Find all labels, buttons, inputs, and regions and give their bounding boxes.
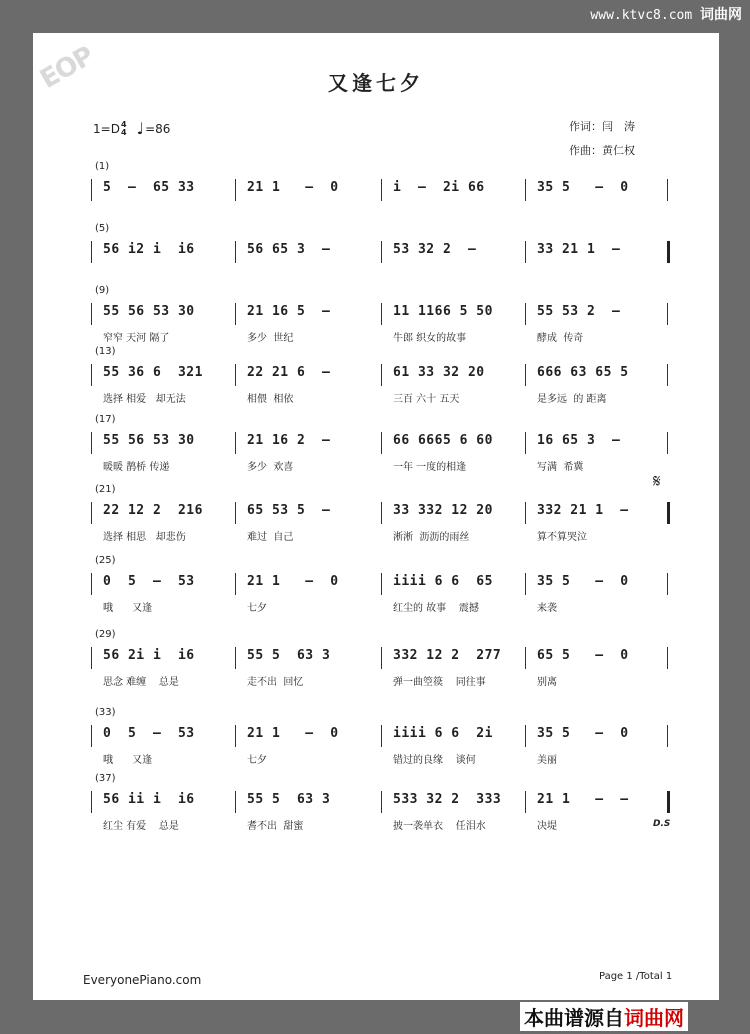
measure-notes: iiii 6 6 2i bbox=[393, 726, 493, 741]
measure-notes: 55 5 63 3 bbox=[247, 792, 331, 807]
lyric-line: 红尘的 故事 震撼 bbox=[393, 603, 479, 614]
measure-notes: 55 56 53 30 bbox=[103, 433, 195, 448]
bar-line bbox=[525, 647, 526, 669]
eop-watermark: EOP bbox=[35, 41, 99, 95]
lyric-line: 选择 相思 却悲伤 bbox=[103, 532, 186, 543]
bar-line bbox=[525, 725, 526, 747]
bar-line bbox=[381, 241, 382, 263]
lyric-line: 红尘 有爱 总是 bbox=[103, 821, 179, 832]
measure-notes: 66 6665 6 60 bbox=[393, 433, 493, 448]
measure-notes: 533 32 2 333 bbox=[393, 792, 502, 807]
measure-number: (29) bbox=[95, 629, 116, 640]
bar-line bbox=[381, 364, 382, 386]
lyric-line: 牛郎 织女的故事 bbox=[393, 333, 467, 344]
bar-line bbox=[525, 573, 526, 595]
page-indicator: Page 1 /Total 1 bbox=[599, 971, 673, 982]
score-page bbox=[33, 33, 719, 1000]
measure-notes: 53 32 2 – bbox=[393, 242, 477, 257]
measure-number: (33) bbox=[95, 707, 116, 718]
lyric-line: 披一袭单衣 任泪水 bbox=[393, 821, 486, 832]
measure-notes: 35 5 – 0 bbox=[537, 726, 629, 741]
measure-notes: 56 ii i i6 bbox=[103, 792, 195, 807]
bar-line bbox=[667, 432, 668, 454]
measure-notes: 332 12 2 277 bbox=[393, 648, 502, 663]
measure-notes: 22 21 6 – bbox=[247, 365, 331, 380]
lyric-line: 别离 bbox=[537, 677, 557, 688]
measure-notes: 21 16 2 – bbox=[247, 433, 331, 448]
bar-line bbox=[667, 725, 668, 747]
ds-mark: D.S bbox=[653, 819, 671, 829]
lyric-line: 相偎 相依 bbox=[247, 394, 294, 405]
measure-notes: 21 1 – 0 bbox=[247, 726, 339, 741]
bar-line bbox=[667, 179, 668, 201]
score-row bbox=[33, 484, 719, 554]
composer: 作曲：黄仁权 bbox=[569, 144, 635, 157]
measure-notes: 16 65 3 – bbox=[537, 433, 621, 448]
bar-line bbox=[235, 179, 236, 201]
lyric-line: 淅淅 沥沥的雨丝 bbox=[393, 532, 470, 543]
measure-number: (17) bbox=[95, 414, 116, 425]
bar-line bbox=[667, 573, 668, 595]
bar-line bbox=[91, 241, 92, 263]
score-row bbox=[33, 773, 719, 843]
measure-notes: 33 332 12 20 bbox=[393, 503, 493, 518]
lyric-line: 哦 又逢 bbox=[103, 603, 153, 614]
measure-notes: 21 16 5 – bbox=[247, 304, 331, 319]
measure-notes: 332 21 1 – bbox=[537, 503, 629, 518]
site-header bbox=[590, 4, 742, 24]
bar-line bbox=[235, 647, 236, 669]
lyric-line: 七夕 bbox=[247, 603, 267, 614]
measure-number: (37) bbox=[95, 773, 116, 784]
source-banner bbox=[520, 1002, 688, 1031]
bar-line bbox=[91, 725, 92, 747]
measure-notes: 55 36 6 321 bbox=[103, 365, 203, 380]
bar-line bbox=[667, 241, 670, 263]
measure-notes: 35 5 – 0 bbox=[537, 574, 629, 589]
lyric-line: 难过 自己 bbox=[247, 532, 294, 543]
score-row bbox=[33, 707, 719, 777]
measure-notes: 56 2i i i6 bbox=[103, 648, 195, 663]
bar-line bbox=[525, 502, 526, 524]
top-bar bbox=[0, 0, 750, 28]
key-signature bbox=[93, 119, 170, 138]
measure-notes: 33 21 1 – bbox=[537, 242, 621, 257]
bar-line bbox=[525, 303, 526, 325]
bar-line bbox=[667, 303, 668, 325]
measure-notes: i – 2i 66 bbox=[393, 180, 485, 195]
measure-notes: 65 53 5 – bbox=[247, 503, 331, 518]
bar-line bbox=[91, 791, 92, 813]
bar-line bbox=[91, 502, 92, 524]
bar-line bbox=[381, 791, 382, 813]
site-url[interactable]: www.ktvc8.com bbox=[590, 8, 693, 23]
score-row bbox=[33, 555, 719, 625]
meter-bottom: 4 bbox=[120, 127, 127, 137]
lyric-line: 写满 希冀 bbox=[537, 462, 584, 473]
bar-line bbox=[91, 647, 92, 669]
bar-line bbox=[667, 364, 668, 386]
meter-top: 4 bbox=[120, 119, 127, 129]
bar-line bbox=[91, 179, 92, 201]
tempo-value: =86 bbox=[145, 121, 171, 136]
bar-line bbox=[91, 303, 92, 325]
bar-line bbox=[381, 647, 382, 669]
song-title: 又逢七夕 bbox=[328, 71, 424, 95]
measure-number: (9) bbox=[95, 285, 110, 296]
measure-notes: 35 5 – 0 bbox=[537, 180, 629, 195]
lyric-line: 哦 又逢 bbox=[103, 755, 153, 766]
measure-notes: 56 65 3 – bbox=[247, 242, 331, 257]
score-row bbox=[33, 414, 719, 484]
score-row bbox=[33, 629, 719, 699]
measure-notes: 11 1166 5 50 bbox=[393, 304, 493, 319]
measure-notes: 0 5 – 53 bbox=[103, 726, 195, 741]
bar-line bbox=[235, 241, 236, 263]
bar-line bbox=[381, 432, 382, 454]
score-row bbox=[33, 223, 719, 293]
bar-line bbox=[91, 432, 92, 454]
lyric-line: 多少 世纪 bbox=[247, 333, 294, 344]
credits bbox=[569, 115, 635, 163]
bar-line bbox=[381, 179, 382, 201]
measure-notes: 21 1 – – bbox=[537, 792, 629, 807]
source-prefix: 本曲谱源自 bbox=[524, 1006, 624, 1030]
lyric-line: 走不出 回忆 bbox=[247, 677, 304, 688]
lyric-line: 来袭 bbox=[537, 603, 557, 614]
bar-line bbox=[667, 502, 670, 524]
lyric-line: 一年 一度的相逢 bbox=[393, 462, 467, 473]
lyric-line: 多少 欢喜 bbox=[247, 462, 294, 473]
quarter-note-icon: ♩ bbox=[136, 119, 145, 138]
bar-line bbox=[91, 573, 92, 595]
measure-notes: iiii 6 6 65 bbox=[393, 574, 493, 589]
measure-notes: 21 1 – 0 bbox=[247, 574, 339, 589]
bar-line bbox=[381, 725, 382, 747]
site-name: 词曲网 bbox=[700, 7, 742, 23]
lyric-line: 决堤 bbox=[537, 821, 557, 832]
measure-number: (13) bbox=[95, 346, 116, 357]
measure-notes: 21 1 – 0 bbox=[247, 180, 339, 195]
score-row bbox=[33, 346, 719, 416]
bar-line bbox=[525, 791, 526, 813]
lyric-line: 美丽 bbox=[537, 755, 557, 766]
score-row bbox=[33, 161, 719, 231]
bar-line bbox=[381, 573, 382, 595]
bar-line bbox=[667, 647, 668, 669]
lyricist: 作词：闫 涛 bbox=[569, 120, 635, 133]
measure-notes: 55 5 63 3 bbox=[247, 648, 331, 663]
lyric-line: 是多远 的 距离 bbox=[537, 394, 607, 405]
bar-line bbox=[525, 364, 526, 386]
measure-notes: 56 i2 i i6 bbox=[103, 242, 195, 257]
bar-line bbox=[235, 725, 236, 747]
lyric-line: 七夕 bbox=[247, 755, 267, 766]
lyric-line: 三百 六十 五天 bbox=[393, 394, 460, 405]
lyric-line: 暖暖 鹊桥 传递 bbox=[103, 462, 170, 473]
lyric-line: 算不算哭泣 bbox=[537, 532, 587, 543]
lyric-line: 窄窄 天河 隔了 bbox=[103, 333, 170, 344]
bar-line bbox=[381, 303, 382, 325]
bar-line bbox=[91, 364, 92, 386]
bar-line bbox=[235, 432, 236, 454]
time-signature bbox=[121, 121, 127, 137]
segno-sign: 𝄋 bbox=[653, 471, 661, 492]
bar-line bbox=[667, 791, 670, 813]
measure-number: (1) bbox=[95, 161, 110, 172]
measure-notes: 22 12 2 216 bbox=[103, 503, 203, 518]
key-prefix: 1=D bbox=[93, 121, 120, 136]
bar-line bbox=[235, 573, 236, 595]
lyric-line: 错过的良缘 谈何 bbox=[393, 755, 476, 766]
measure-number: (25) bbox=[95, 555, 116, 566]
measure-notes: 55 53 2 – bbox=[537, 304, 621, 319]
measure-notes: 65 5 – 0 bbox=[537, 648, 629, 663]
measure-notes: 61 33 32 20 bbox=[393, 365, 485, 380]
footer-site[interactable]: EveryonePiano.com bbox=[83, 973, 202, 987]
bar-line bbox=[235, 791, 236, 813]
lyric-line: 耆不出 甜蜜 bbox=[247, 821, 304, 832]
bar-line bbox=[381, 502, 382, 524]
lyric-line: 酵成 传奇 bbox=[537, 333, 584, 344]
lyric-line: 弹一曲箜篌 同往事 bbox=[393, 677, 486, 688]
bar-line bbox=[525, 241, 526, 263]
lyric-line: 选择 相爱 却无法 bbox=[103, 394, 186, 405]
bar-line bbox=[235, 364, 236, 386]
measure-notes: 55 56 53 30 bbox=[103, 304, 195, 319]
bar-line bbox=[525, 432, 526, 454]
measure-number: (21) bbox=[95, 484, 116, 495]
measure-notes: 0 5 – 53 bbox=[103, 574, 195, 589]
bar-line bbox=[235, 303, 236, 325]
measure-notes: 5 – 65 33 bbox=[103, 180, 195, 195]
measure-number: (5) bbox=[95, 223, 110, 234]
bar-line bbox=[235, 502, 236, 524]
bar-line bbox=[525, 179, 526, 201]
measure-notes: 666 63 65 5 bbox=[537, 365, 629, 380]
score-row bbox=[33, 285, 719, 355]
lyric-line: 思念 难缠 总是 bbox=[103, 677, 179, 688]
source-name: 词曲网 bbox=[624, 1006, 684, 1030]
